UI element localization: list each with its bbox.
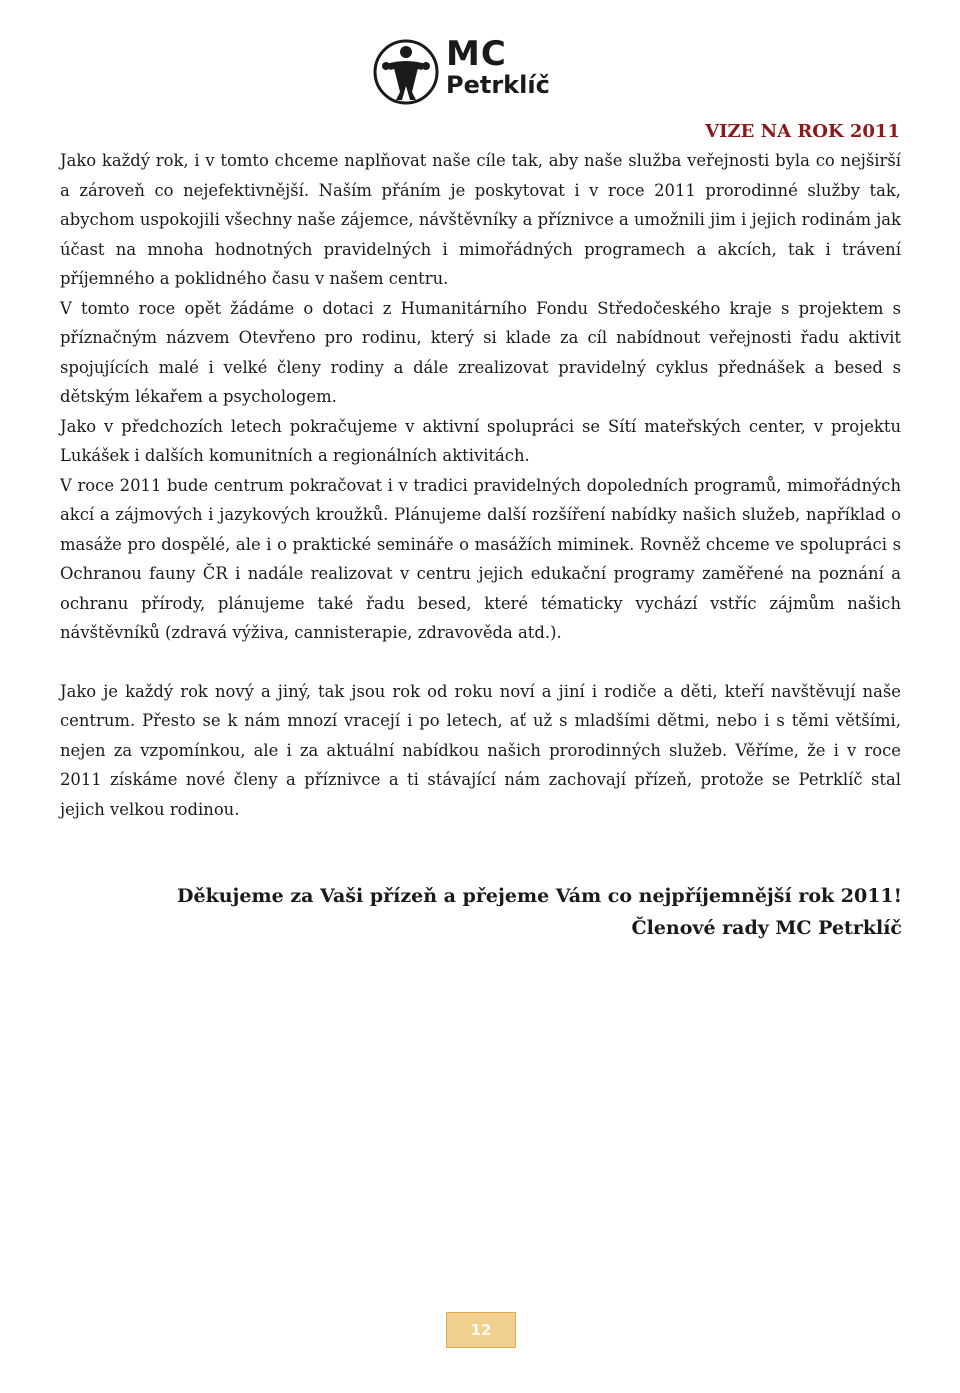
closing-signature: Členové rady MC Petrklíč	[631, 917, 902, 939]
paragraph-families: Jako je každý rok nový a jiný, tak jsou rok od roku noví a jiní i rodiče a děti, kteří navštěvují naše centrum. Přesto se k nám mnozí vracejí i po letech, ať už s mladšími dětmi, nebo i s těmi většími, nejen za vzpomínkou, ale i za aktuální nabídkou našich prorodinných služeb. Věříme, že i v roce 2011 získáme nové členy a příznivce a ti stávající nám zachovají přízeň, protože se Petrklíč stal jejich velkou rodinou.	[60, 681, 901, 819]
logo	[372, 34, 572, 112]
paragraph-programs: V roce 2011 bude centrum pokračovat i v tradici pravidelných dopoledních programů, mimořádných akcí a zájmových i jazykových kroužků. Plánujeme další rozšíření nabídky našich služeb, například o masáže pro dospělé, ale i o praktické semináře o masážích miminek. Rovněž chceme ve spolupráci s Ochranou fauny ČR i nadále realizovat v centru jejich edukační programy zaměřené na poznání a ochranu přírody, plánujeme také řadu besed, které tématicky vychází vstříc zájmům našich návštěvníků (zdravá výživa, cannisterapie, zdravověda atd.).	[60, 475, 901, 642]
logo-text	[446, 36, 550, 98]
paragraph-intro: Jako každý rok, i v tomto chceme naplňovat naše cíle tak, aby naše služba veřejnosti byla co nejširší a zároveň co nejefektivnější. Naším přáním je poskytovat i v roce 2011 prorodinné služby tak, abychom uspokojili všechny naše zájemce, návštěvníky a příznivce a umožnili jim i jejich rodinám jak účast na mnoha hodnotných pravidelných i mimořádných programech a akcích, tak i trávení příjemného a poklidného času v našem centru.	[60, 151, 901, 288]
logo-name: Petrklíč	[446, 71, 550, 99]
logo-mc: MC	[446, 34, 507, 74]
paragraph-grant: V tomto roce opět žádáme o dotaci z Humanitárního Fondu Středočeského kraje s projektem s příznačným názvem Otevřeno pro rodinu, který si klade za cíl nabídnout veřejnosti řadu aktivit spojujících malé i velké členy rodiny a dále zrealizovat pravidelný cyklus přednášek a besed s dětským lékařem a psychologem.	[60, 298, 901, 406]
page-number-badge	[446, 1312, 516, 1348]
closing-thanks: Děkujeme za Vaši přízeň a přejeme Vám co nejpříjemnější rok 2011!	[177, 885, 902, 907]
logo-emblem-icon	[372, 34, 442, 112]
page-number: 12	[470, 1321, 492, 1339]
body-text	[60, 146, 901, 824]
page-title: VIZE NA ROK 2011	[705, 121, 900, 142]
paragraph-cooperation: Jako v předchozích letech pokračujeme v aktivní spolupráci se Sítí mateřských center, v projektu Lukášek i dalších komunitních a regionálních aktivitách.	[60, 416, 901, 465]
closing	[177, 880, 902, 944]
